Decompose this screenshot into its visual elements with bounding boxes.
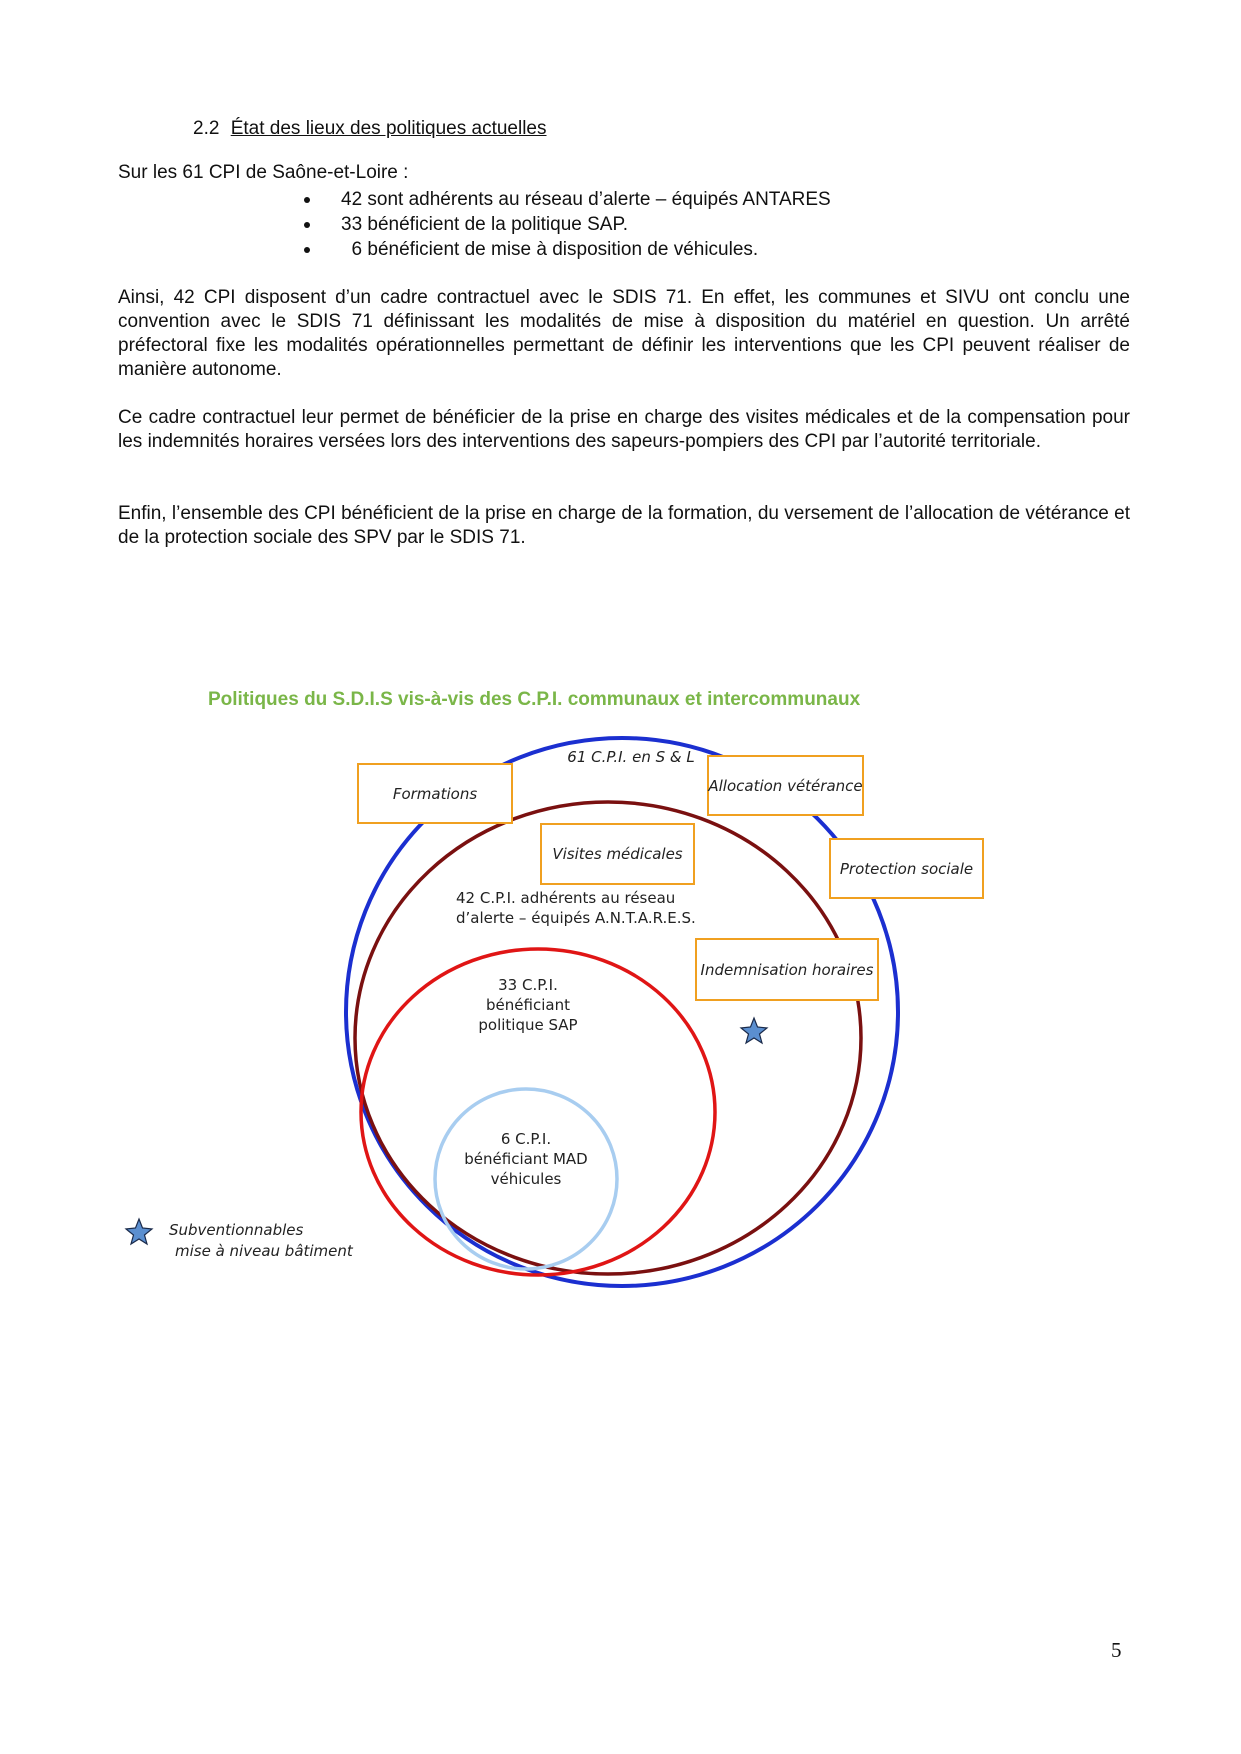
protection-sociale-box: Protection sociale bbox=[829, 838, 984, 899]
sap-label-line: bénéficiant bbox=[486, 996, 570, 1014]
formations-box: Formations bbox=[357, 763, 513, 824]
bullet-text: 6 bénéficient de mise à disposition de véhicules. bbox=[341, 239, 759, 260]
visites-medicales-box: Visites médicales bbox=[540, 823, 695, 885]
antares-circle-label bbox=[456, 888, 716, 928]
mad-label-line: 6 C.P.I. bbox=[500, 1130, 552, 1148]
page-number: 5 bbox=[1111, 1638, 1122, 1662]
star-icon bbox=[741, 1018, 767, 1043]
legend-text bbox=[169, 1220, 353, 1262]
paragraph: Enfin, l’ensemble des CPI bénéficient de la prise en charge de la formation, du versement de l’allocation de vétérance et de la protection sociale des SPV par le SDIS 71. bbox=[118, 503, 1130, 548]
indemnisation-horaires-box: Indemnisation horaires bbox=[695, 938, 879, 1001]
section-number: 2.2 bbox=[193, 118, 220, 139]
sap-circle-label bbox=[448, 975, 608, 1035]
legend-line: mise à niveau bâtiment bbox=[175, 1242, 353, 1260]
bullet-text: 42 sont adhérents au réseau d’alerte – équipés ANTARES bbox=[341, 189, 831, 210]
paragraph: Ainsi, 42 CPI disposent d’un cadre contractuel avec le SDIS 71. En effet, les communes et SIVU ont conclu une convention avec le SDIS 71 définissant les modalités de mise à disposition du matériel en question. Un arrêté préfectoral fixe les modalités opérationnelles permettant de définir les interventions que les CPI peuvent réaliser de manière autonome. bbox=[118, 287, 1130, 380]
paragraph: Ce cadre contractuel leur permet de bénéficier de la prise en charge des visites médicales et de la compensation pour les indemnités horaires versées lors des interventions des sapeurs-pompiers des CPI par l’autorité territoriale. bbox=[118, 407, 1130, 452]
antares-label-line: 42 C.P.I. adhérents au réseau bbox=[456, 889, 676, 907]
mad-label-line: véhicules bbox=[490, 1170, 562, 1188]
intro-sentence: Sur les 61 CPI de Saône-et-Loire : bbox=[118, 162, 409, 183]
mad-circle-label bbox=[446, 1129, 606, 1189]
legend-star-icon bbox=[126, 1219, 152, 1244]
mad-label-line: bénéficiant MAD bbox=[464, 1150, 588, 1168]
legend-line: Subventionnables bbox=[169, 1221, 304, 1239]
sap-label-line: 33 C.P.I. bbox=[498, 976, 558, 994]
outer-circle-label: 61 C.P.I. en S & L bbox=[567, 748, 695, 766]
diagram-title: Politiques du S.D.I.S vis-à-vis des C.P.I. communaux et intercommunaux bbox=[208, 689, 861, 710]
sap-label-line: politique SAP bbox=[478, 1016, 578, 1034]
section-title: État des lieux des politiques actuelles bbox=[230, 118, 547, 139]
bullet-text: 33 bénéficient de la politique SAP. bbox=[341, 214, 628, 235]
antares-label-line: d’alerte – équipés A.N.T.A.R.E.S. bbox=[456, 909, 696, 927]
allocation-veterance-box: Allocation vétérance bbox=[707, 755, 864, 816]
